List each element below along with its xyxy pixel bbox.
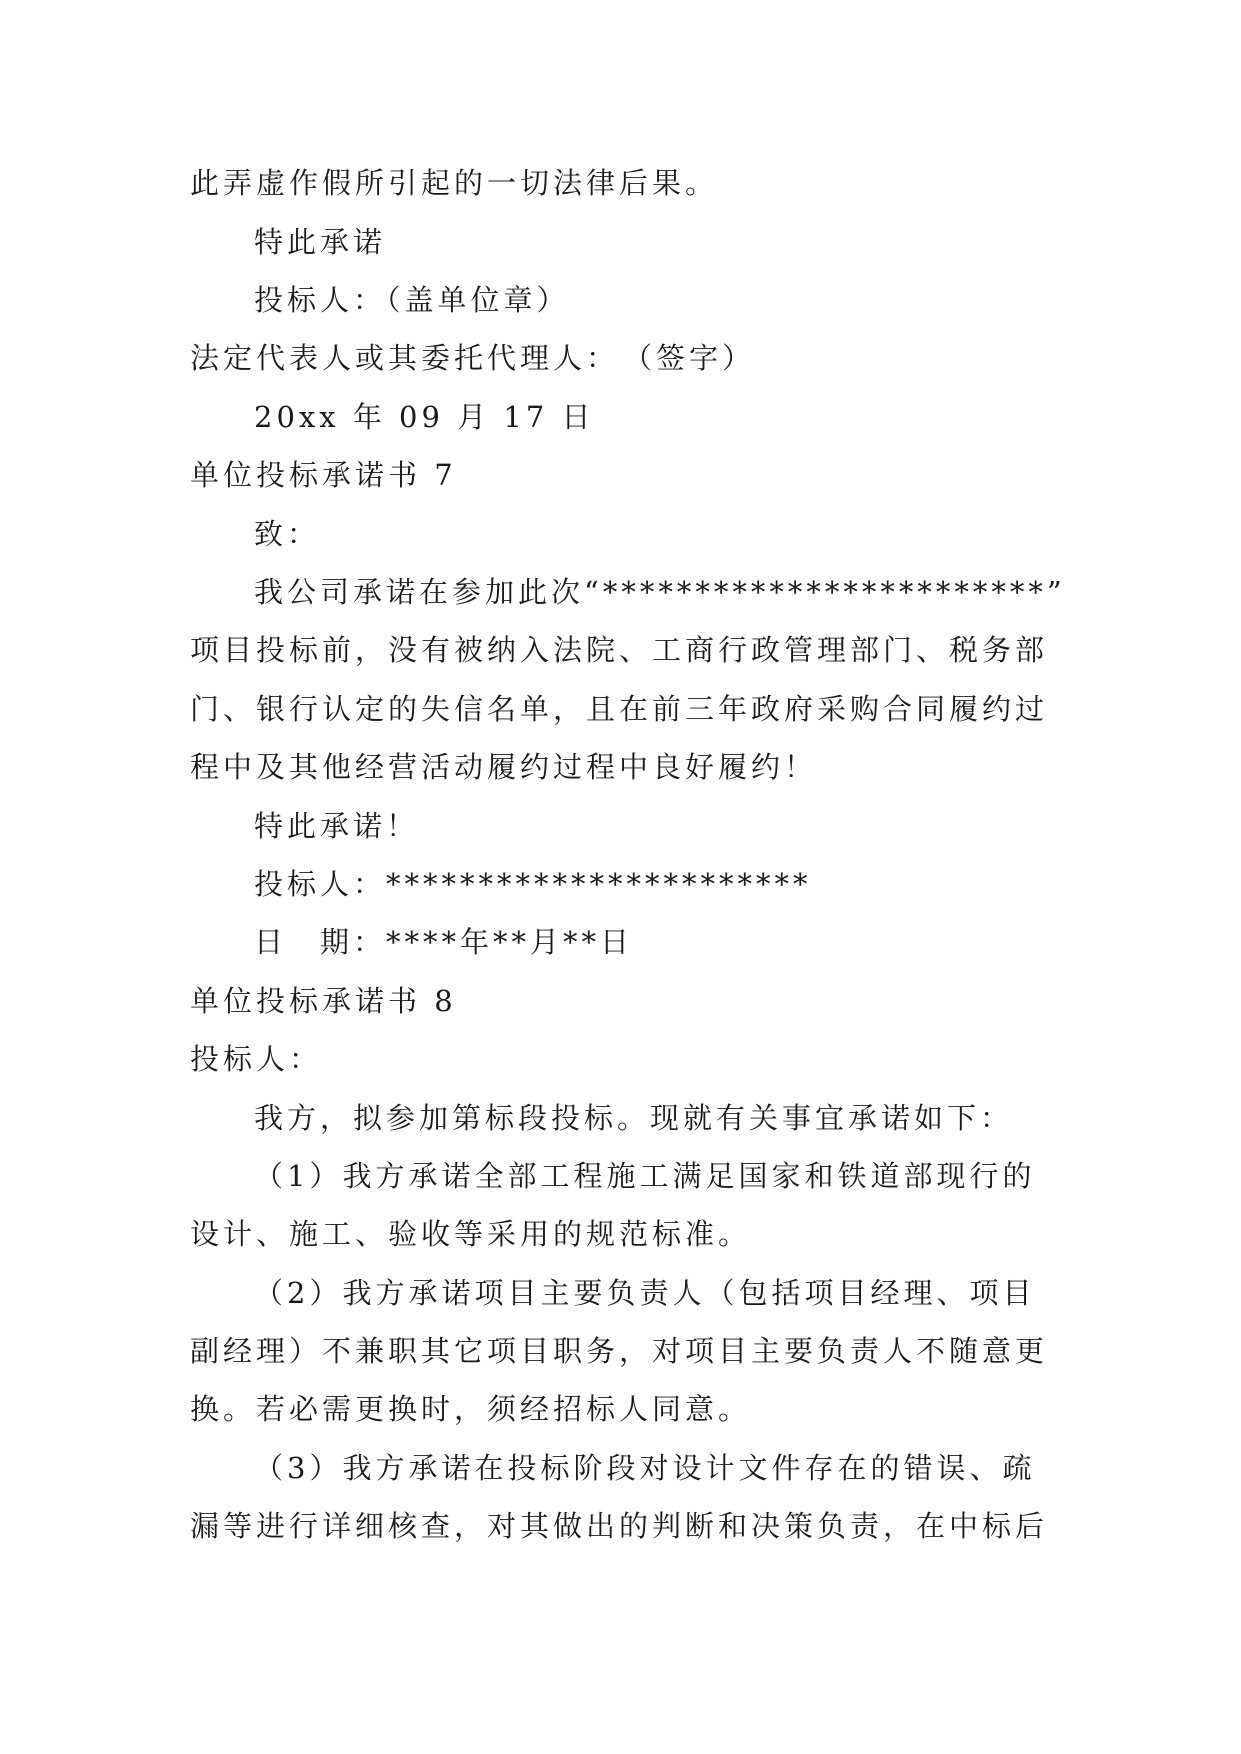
text-line: 设计、施工、验收等采用的规范标准。 <box>190 1217 752 1251</box>
text-line: （3）我方承诺在投标阶段对设计文件存在的错误、疏 <box>254 1451 1036 1485</box>
text-line: 投标人：（盖单位章） <box>254 283 570 317</box>
text-line: （2）我方承诺项目主要负责人（包括项目经理、项目 <box>254 1276 1036 1310</box>
text-line: 漏等进行详细核查，对其做出的判断和决策负责，在中标后 <box>190 1509 1049 1543</box>
text-line: 门、银行认定的失信名单，且在前三年政府采购合同履约过 <box>190 692 1049 726</box>
text-line: 投标人：*********************** <box>254 867 812 901</box>
text-line: 特此承诺 <box>254 225 387 259</box>
text-line: 特此承诺！ <box>254 809 420 843</box>
text-line: 副经理）不兼职其它项目职务，对项目主要负责人不随意更 <box>190 1334 1049 1368</box>
date-line: 日 期：****年**月**日 <box>254 925 634 959</box>
text-line: 我公司承诺在参加此次“************************” <box>254 575 1066 609</box>
date-line: 20xx 年 09 月 17 日 <box>254 400 595 434</box>
section-heading: 单位投标承诺书 8 <box>190 984 457 1018</box>
text-line: 程中及其他经营活动履约过程中良好履约！ <box>190 750 818 784</box>
text-line: 致： <box>254 517 321 551</box>
text-line: 换。若必需更换时，须经招标人同意。 <box>190 1392 752 1426</box>
text-line: 此弄虚作假所引起的一切法律后果。 <box>190 166 719 200</box>
text-line: 投标人： <box>190 1042 323 1076</box>
text-line: （1）我方承诺全部工程施工满足国家和铁道部现行的 <box>254 1159 1036 1193</box>
text-line: 我方，拟参加第标段投标。现就有关事宜承诺如下： <box>254 1101 1014 1135</box>
text-line: 法定代表人或其委托代理人： （签字） <box>190 341 756 375</box>
section-heading: 单位投标承诺书 7 <box>190 458 457 492</box>
text-line: 项目投标前，没有被纳入法院、工商行政管理部门、税务部 <box>190 633 1049 667</box>
